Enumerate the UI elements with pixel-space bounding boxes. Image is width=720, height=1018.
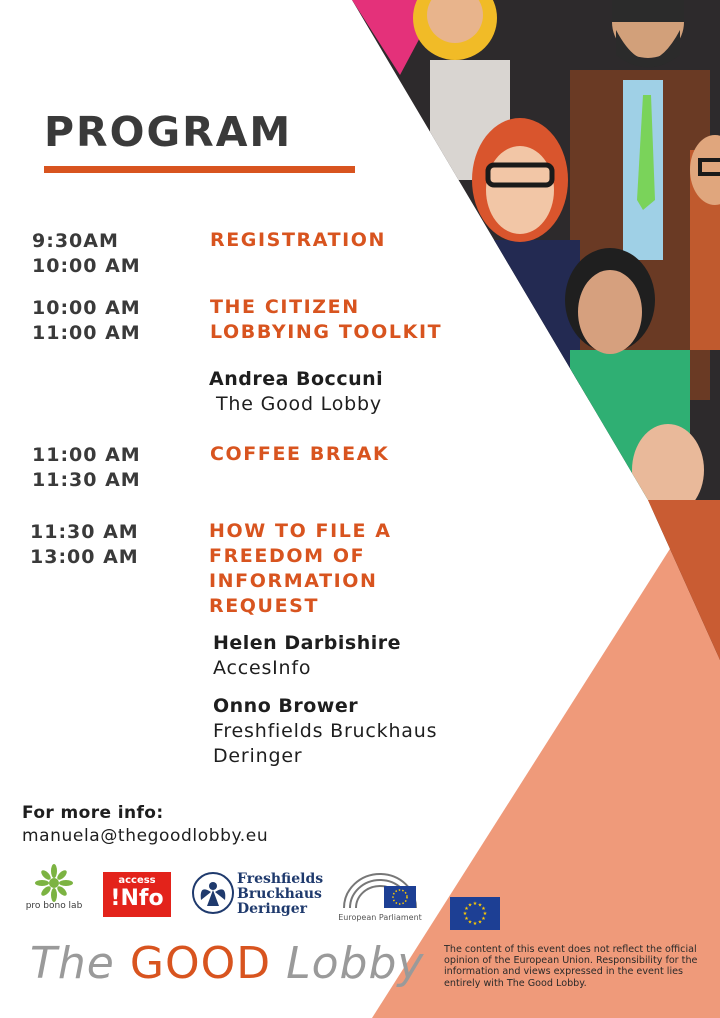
svg-text:★: ★ bbox=[481, 906, 486, 912]
time-slot bbox=[32, 229, 141, 279]
angel-emblem-icon bbox=[191, 870, 235, 916]
time-slot bbox=[30, 520, 139, 570]
probono-text: pro bono lab bbox=[25, 901, 83, 911]
session-title-line: REQUEST bbox=[209, 595, 320, 617]
european-parliament-logo bbox=[338, 868, 422, 926]
session-title-line: REGISTRATION bbox=[210, 229, 387, 251]
svg-text:★: ★ bbox=[472, 901, 478, 907]
session-title-line: FREEDOM OF bbox=[209, 545, 366, 567]
session-title-line: LOBBYING TOOLKIT bbox=[210, 321, 443, 343]
time-end: 13:00 AM bbox=[30, 546, 139, 568]
ep-caption: European Parliament bbox=[338, 913, 422, 922]
time-slot bbox=[32, 296, 141, 346]
parliament-hemicycle-icon bbox=[338, 868, 422, 912]
freshfields-line: Bruckhaus bbox=[237, 886, 322, 902]
speaker-name: Onno Brower bbox=[213, 695, 359, 717]
svg-text:★: ★ bbox=[477, 902, 483, 909]
freshfields-wordmark bbox=[237, 872, 323, 917]
pro-bono-lab-logo bbox=[20, 863, 88, 915]
speaker-organization: AccesInfo bbox=[213, 657, 312, 679]
time-start: 9:30AM bbox=[32, 230, 119, 252]
access-info-logo bbox=[103, 872, 171, 917]
session-title bbox=[210, 295, 442, 345]
speaker bbox=[213, 631, 401, 681]
svg-text:★: ★ bbox=[467, 902, 473, 909]
time-start: 11:30 AM bbox=[30, 521, 139, 543]
leaf-icon bbox=[20, 863, 88, 903]
svg-text:★: ★ bbox=[462, 911, 468, 917]
brand-the: The bbox=[30, 938, 115, 989]
time-slot bbox=[32, 443, 141, 493]
time-end: 11:30 AM bbox=[32, 469, 141, 491]
freshfields-line: Deringer bbox=[237, 901, 307, 917]
good-lobby-wordmark bbox=[30, 938, 424, 989]
eu-stars-icon bbox=[450, 897, 500, 930]
access-info-top: access bbox=[118, 875, 156, 886]
svg-text:★: ★ bbox=[464, 906, 469, 912]
freshfields-logo bbox=[191, 870, 324, 918]
speaker-name: Andrea Boccuni bbox=[209, 368, 384, 390]
session-title bbox=[210, 442, 389, 467]
session-title-line: HOW TO FILE A bbox=[209, 520, 392, 542]
speaker bbox=[213, 694, 437, 769]
eu-flag bbox=[450, 897, 500, 930]
title-underline bbox=[44, 166, 355, 173]
speaker bbox=[209, 367, 383, 417]
page-title: PROGRAM bbox=[44, 108, 293, 156]
session-title-line: INFORMATION bbox=[209, 570, 378, 592]
disclaimer-text: The content of this event does not reflect the official opinion of the European Union. Responsibility for the information and views expressed in the event lies entirely with The Good Lobby. bbox=[444, 944, 698, 989]
time-start: 10:00 AM bbox=[32, 297, 141, 319]
svg-text:★: ★ bbox=[467, 919, 473, 926]
session-title bbox=[210, 228, 386, 253]
time-end: 10:00 AM bbox=[32, 255, 141, 277]
svg-text:★: ★ bbox=[481, 916, 486, 922]
speaker-organization: The Good Lobby bbox=[216, 393, 382, 415]
session-title-line: COFFEE BREAK bbox=[210, 443, 390, 465]
freshfields-line: Freshfields bbox=[237, 871, 324, 887]
time-end: 11:00 AM bbox=[32, 322, 141, 344]
brand-lobby: Lobby bbox=[286, 938, 425, 989]
time-start: 11:00 AM bbox=[32, 444, 141, 466]
session-title bbox=[209, 519, 392, 619]
contact-email-link[interactable]: manuela@thegoodlobby.eu bbox=[22, 826, 269, 846]
svg-text:★: ★ bbox=[472, 921, 478, 927]
access-info-main: !Nfo bbox=[110, 886, 164, 911]
svg-text:★: ★ bbox=[464, 916, 469, 922]
speaker-organization: Freshfields Bruckhaus bbox=[213, 720, 438, 742]
speaker-organization: Deringer bbox=[213, 745, 303, 767]
contact-label: For more info: bbox=[22, 803, 164, 823]
speaker-name: Helen Darbishire bbox=[213, 632, 402, 654]
session-title-line: THE CITIZEN bbox=[210, 296, 360, 318]
svg-text:★: ★ bbox=[477, 919, 483, 926]
brand-good: GOOD bbox=[129, 938, 272, 989]
svg-text:★: ★ bbox=[482, 911, 488, 917]
